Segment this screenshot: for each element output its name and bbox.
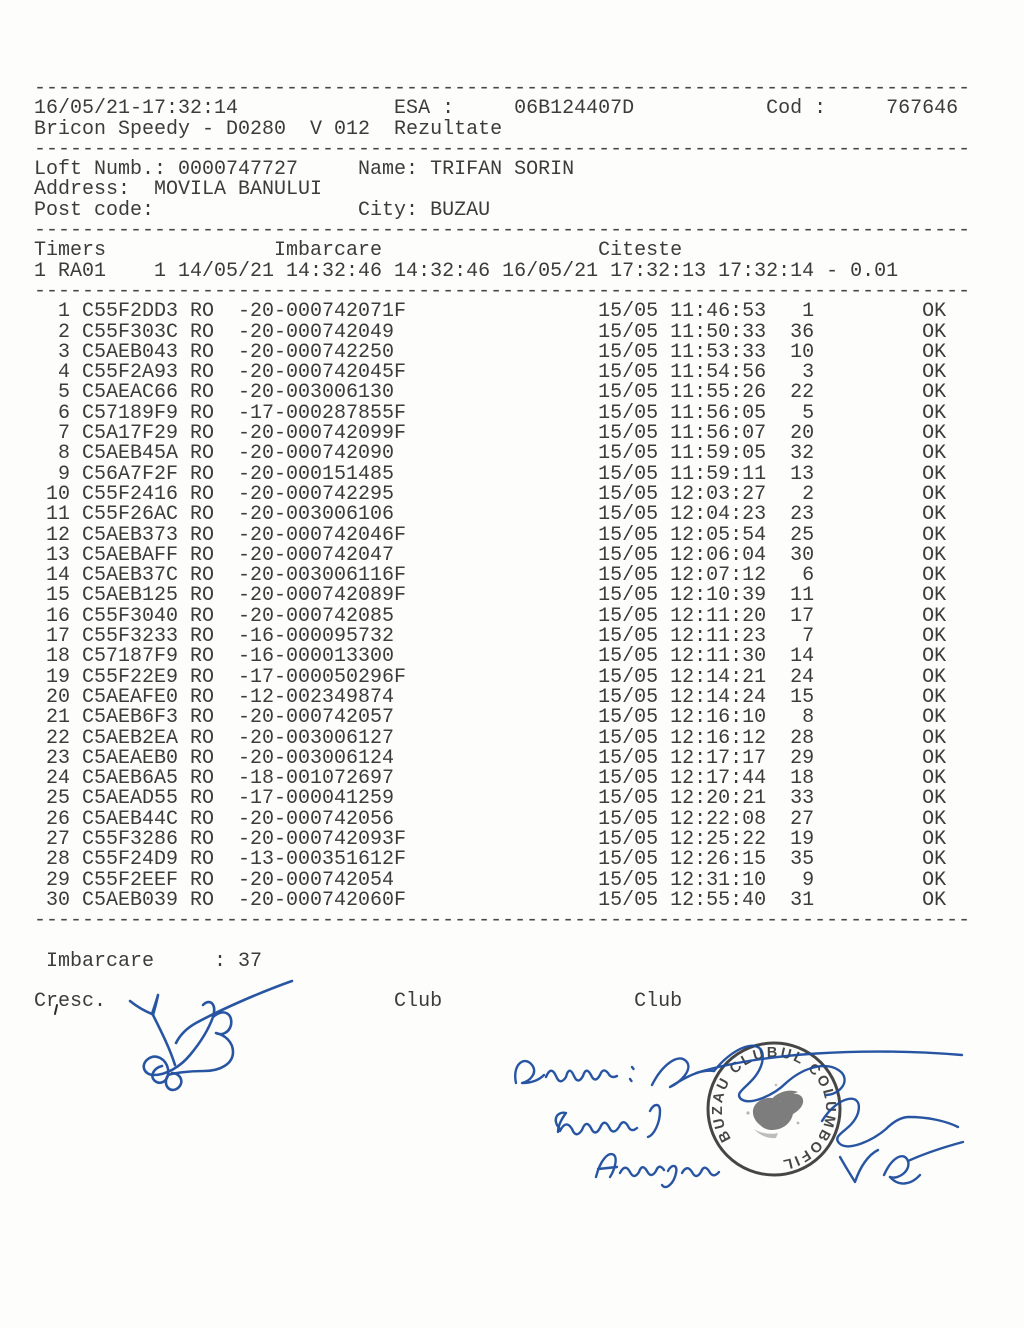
doc-line: 20 C5AEAFE0 RO -12-002349874 15/05 12:14:24 15 OK: [34, 685, 947, 709]
doc-line: 21 C5AEB6F3 RO -20-000742057 15/05 12:16:10 8 OK: [34, 706, 947, 730]
handwriting-note-text: [0, 0, 1, 1]
doc-line: Timers Imbarcare Citeste: [34, 239, 683, 263]
doc-line: 28 C55F24D9 RO -13-000351612F 15/05 12:26:15 35 OK: [34, 848, 947, 872]
stamp-ring-text: BUZAU CLUBUL COLUMBOFIL: [709, 1044, 839, 1173]
separator-line: ------------------------------------------------------------------------------: [34, 137, 971, 161]
committee-handwriting: [500, 1025, 975, 1200]
doc-line: 14 C5AEB37C RO -20-003006116F 15/05 12:07:12 6 OK: [34, 564, 947, 588]
separator-line: ------------------------------------------------------------------------------: [34, 909, 971, 933]
doc-line: 5 C5AEAC66 RO -20-003006130 15/05 11:55:26 22 OK: [34, 381, 947, 405]
separator-line: ------------------------------------------------------------------------------: [34, 77, 971, 100]
blank-line: [34, 931, 970, 951]
doc-line: 26 C5AEB44C RO -20-000742056 15/05 12:22:08 27 OK: [34, 807, 947, 831]
doc-line: 17 C55F3233 RO -16-000095732 15/05 12:11:23 7 OK: [34, 625, 947, 649]
doc-line: 18 C57187F9 RO -16-000013300 15/05 12:11:30 14 OK: [34, 645, 947, 669]
doc-line: 6 C57189F9 RO -17-000287855F 15/05 11:56:05 5 OK: [34, 401, 947, 425]
doc-line: 11 C55F26AC RO -20-003006106 15/05 12:04:23 23 OK: [34, 503, 947, 527]
doc-line: 3 C5AEB043 RO -20-000742250 15/05 11:53:33 10 OK: [34, 340, 947, 364]
printout-body: [34, 79, 970, 1013]
doc-line: Address: MOVILA BANULUI: [34, 178, 323, 202]
breeder-signature: [100, 975, 310, 1125]
doc-line: 22 C5AEB2EA RO -20-003006127 15/05 12:16:12 28 OK: [34, 726, 947, 750]
doc-line: 13 C5AEBAFF RO -20-000742047 15/05 12:06:04 30 OK: [34, 543, 947, 567]
doc-line: 27 C55F3286 RO -20-000742093F 15/05 12:25:22 19 OK: [34, 827, 947, 851]
separator-line: ------------------------------------------------------------------------------: [34, 279, 971, 303]
doc-line: 2 C55F303C RO -20-000742049 15/05 11:50:33 36 OK: [34, 320, 947, 344]
doc-line: 23 C5AEAEB0 RO -20-003006124 15/05 12:17:17 29 OK: [34, 746, 947, 770]
doc-line: 24 C5AEB6A5 RO -18-001072697 15/05 12:17:44 18 OK: [34, 767, 947, 791]
doc-line: Post code: City: BUZAU: [34, 198, 491, 222]
handwriting-name1-text: [0, 0, 1, 1]
doc-line: 8 C5AEB45A RO -20-000742090 15/05 11:59:05 32 OK: [34, 442, 947, 466]
doc-line: 25 C5AEAD55 RO -17-000041259 15/05 12:20:21 33 OK: [34, 787, 947, 811]
doc-line: Bricon Speedy - D0280 V 012 Rezultate: [34, 117, 503, 141]
doc-line: 10 C55F2416 RO -20-000742295 15/05 12:03:27 2 OK: [34, 482, 947, 506]
separator-line: ------------------------------------------------------------------------------: [34, 219, 971, 243]
doc-line: 12 C5AEB373 RO -20-000742046F 15/05 12:05:54 25 OK: [34, 523, 947, 547]
doc-line: 15 C5AEB125 RO -20-000742089F 15/05 12:10:39 11 OK: [34, 584, 947, 608]
doc-line: 9 C56A7F2F RO -20-000151485 15/05 11:59:11 13 OK: [34, 462, 947, 486]
doc-line: 19 C55F22E9 RO -17-000050296F 15/05 12:14:21 24 OK: [34, 665, 947, 689]
doc-line: 4 C55F2A93 RO -20-000742045F 15/05 11:54:56 3 OK: [34, 361, 947, 385]
doc-line: 16 C55F3040 RO -20-000742085 15/05 12:11:20 17 OK: [34, 604, 947, 628]
doc-line: 1 C55F2DD3 RO -20-000742071F 15/05 11:46:53 1 OK: [34, 300, 947, 324]
doc-line: 16/05/21-17:32:14 ESA : 06B124407D Cod : 767646: [34, 97, 959, 121]
doc-line: 29 C55F2EEF RO -20-000742054 15/05 12:31:10 9 OK: [34, 868, 947, 892]
doc-line: 7 C5A17F29 RO -20-000742099F 15/05 11:56:07 20 OK: [34, 422, 947, 446]
doc-line: 30 C5AEB039 RO -20-000742060F 15/05 12:55:40 31 OK: [34, 888, 947, 912]
ink-tick-mark: [52, 1003, 64, 1017]
doc-line: Loft Numb.: 0000747727 Name: TRIFAN SORIN: [34, 158, 575, 182]
doc-line: Imbarcare : 37: [34, 949, 263, 973]
handwriting-name2-text: [0, 0, 1, 1]
doc-line: Cresc. Club Club: [34, 990, 683, 1014]
doc-line: 1 RA01 1 14/05/21 14:32:46 14:32:46 16/05/21 17:32:13 17:32:14 - 0.01: [34, 259, 899, 283]
